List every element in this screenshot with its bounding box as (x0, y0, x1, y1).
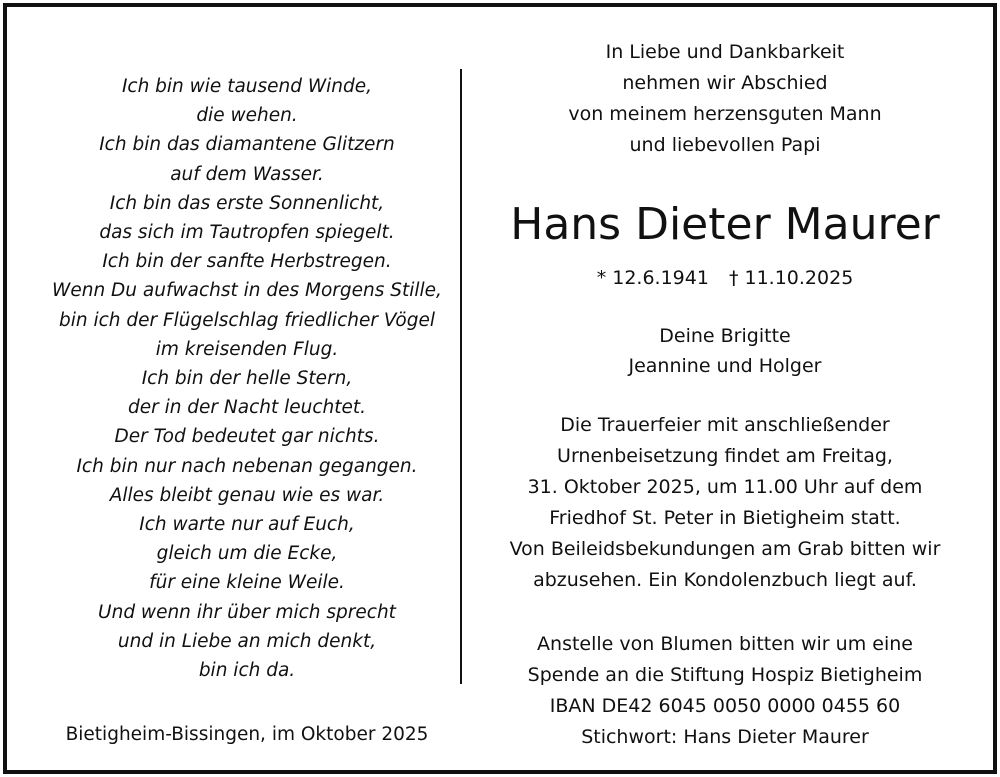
family-signature (475, 321, 975, 381)
intro-line: nehmen wir Abschied (622, 72, 828, 94)
poem-line: Ich bin das diamantene Glitzern (99, 134, 395, 156)
donation-iban: IBAN DE42 6045 0050 0000 0455 60 (549, 695, 901, 717)
death-date: † 11.10.2025 (728, 267, 854, 289)
life-dates (475, 263, 975, 293)
poem-line: gleich um die Ecke, (156, 543, 338, 565)
ceremony-line: Die Trauerfeier mit anschließender (560, 414, 890, 436)
poem-line: im kreisenden Flug. (155, 338, 339, 360)
poem-line: bin ich da. (198, 660, 296, 682)
ceremony-line: abzusehen. Ein Kondolenzbuch liegt auf. (533, 569, 917, 591)
poem-line: Ich bin der sanfte Herbstregen. (102, 251, 392, 273)
poem-line: Wenn Du aufwachst in des Morgens Stille, (52, 280, 442, 302)
intro-line: In Liebe und Dankbarkeit (605, 41, 845, 63)
poem-line: Und wenn ihr über mich sprecht (98, 601, 396, 623)
poem-line: bin ich der Flügelschlag friedlicher Vögel (58, 309, 435, 331)
intro-text (475, 37, 975, 161)
ceremony-line: Friedhof St. Peter in Bietigheim statt. (549, 507, 901, 529)
ceremony-notice (475, 410, 975, 596)
donation-line: Anstelle von Blumen bitten wir um eine (537, 633, 913, 655)
birth-date: * 12.6.1941 (596, 267, 709, 289)
poem-line: für eine kleine Weile. (149, 572, 345, 594)
donation-notice (475, 629, 975, 753)
obituary-frame (3, 3, 997, 774)
ceremony-line: Von Beileidsbekundungen am Grab bitten wir (509, 538, 941, 560)
place-and-date: Bietigheim-Bissingen, im Oktober 2025 (65, 724, 429, 745)
poem-line: Alles bleibt genau wie es war. (109, 484, 385, 506)
donation-keyword: Stichwort: Hans Dieter Maurer (581, 726, 869, 748)
vertical-divider (460, 69, 462, 684)
poem-line: Ich bin der helle Stern, (141, 368, 353, 390)
intro-line: und liebevollen Papi (629, 134, 821, 156)
poem-line: auf dem Wasser. (170, 163, 324, 185)
poem-line: Ich bin nur nach nebenan gegangen. (76, 455, 418, 477)
poem-line: Ich bin das erste Sonnenlicht, (109, 192, 385, 214)
ceremony-line: 31. Oktober 2025, um 11.00 Uhr auf dem (527, 476, 923, 498)
poem-line: und in Liebe an mich denkt, (117, 630, 377, 652)
poem-line: die wehen. (196, 105, 298, 127)
poem-line: Ich bin wie tausend Winde, (121, 76, 373, 97)
deceased-name: Hans Dieter Maurer (510, 199, 940, 250)
family-line: Deine Brigitte (659, 325, 791, 347)
ceremony-line: Urnenbeisetzung findet am Freitag, (557, 445, 893, 467)
intro-line: von meinem herzensguten Mann (568, 103, 882, 125)
family-line: Jeannine und Holger (628, 355, 822, 377)
poem-line: Ich warte nur auf Euch, (139, 514, 355, 536)
donation-line: Spende an die Stiftung Hospiz Bietigheim (527, 664, 923, 686)
poem (27, 72, 467, 685)
poem-line: Der Tod bedeutet gar nichts. (114, 426, 380, 448)
poem-line: das sich im Tautropfen spiegelt. (99, 222, 395, 244)
poem-line: der in der Nacht leuchtet. (127, 397, 367, 419)
